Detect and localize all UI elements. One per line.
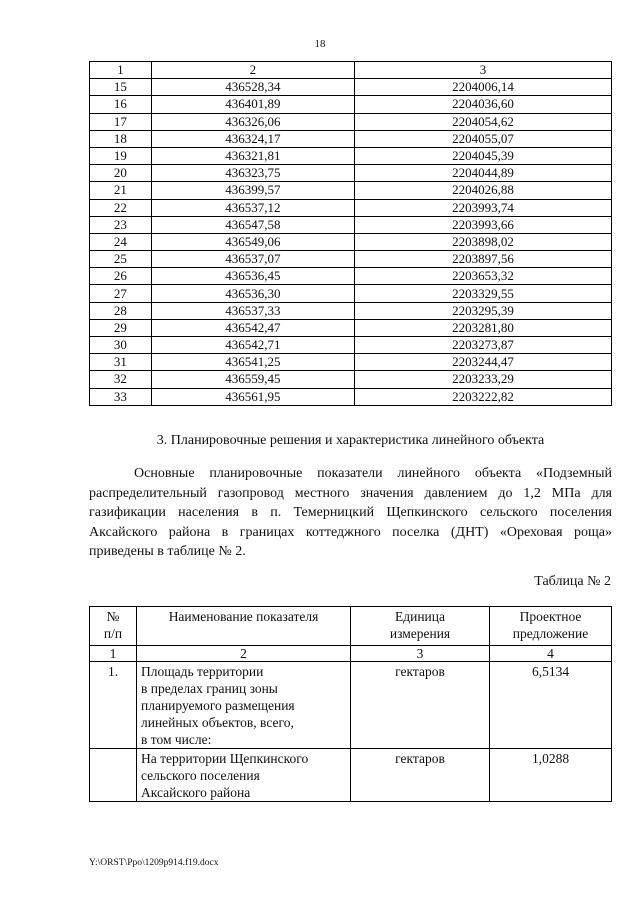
header-cell: 1	[90, 62, 152, 79]
header-cell: 3	[354, 62, 611, 79]
indicator-name-line: Аксайского района	[141, 785, 251, 800]
x-coordinate-cell: 436321,81	[151, 147, 354, 164]
table-header-row	[90, 607, 612, 646]
x-coordinate-cell: 436547,58	[151, 216, 354, 233]
y-coordinate-cell: 2204054,62	[354, 113, 611, 130]
table-row	[90, 182, 612, 199]
header-text: Единица	[394, 609, 445, 624]
header-cell-value	[490, 607, 612, 646]
y-coordinate-cell: 2203993,66	[354, 216, 611, 233]
indicator-name-line: сельского поселения	[141, 768, 260, 783]
indicator-name-line: На территории Щепкинского	[141, 751, 309, 766]
column-number-cell: 2	[137, 646, 351, 662]
point-number-cell: 25	[90, 251, 152, 268]
y-coordinate-cell: 2203295,39	[354, 302, 611, 319]
header-cell-unit	[351, 607, 490, 646]
y-coordinate-cell: 2203233,29	[354, 371, 611, 388]
y-coordinate-cell: 2204006,14	[354, 79, 611, 96]
table-row	[90, 662, 612, 749]
table-row	[90, 319, 612, 336]
indicator-name-line: линейных объектов, всего,	[141, 715, 294, 730]
header-text: Проектное	[519, 609, 582, 624]
header-text: п/п	[103, 626, 123, 641]
table-row	[90, 354, 612, 371]
header-text: Наименование показателя	[168, 609, 319, 624]
point-number-cell: 29	[90, 319, 152, 336]
table-row	[90, 251, 612, 268]
table-row	[90, 285, 612, 302]
unit-cell: гектаров	[351, 749, 490, 802]
row-number-cell: 1.	[90, 662, 137, 749]
y-coordinate-cell: 2204045,39	[354, 147, 611, 164]
value-cell: 6,5134	[490, 662, 612, 749]
table-row	[90, 165, 612, 182]
x-coordinate-cell: 436536,30	[151, 285, 354, 302]
point-number-cell: 22	[90, 199, 152, 216]
point-number-cell: 32	[90, 371, 152, 388]
y-coordinate-cell: 2203653,32	[354, 268, 611, 285]
header-text: предложение	[512, 626, 589, 641]
y-coordinate-cell: 2203898,02	[354, 233, 611, 250]
table-row	[90, 749, 612, 802]
table-caption: Таблица № 2	[534, 574, 611, 589]
table-row	[90, 388, 612, 405]
x-coordinate-cell: 436542,71	[151, 337, 354, 354]
indicator-name-cell	[137, 749, 351, 802]
point-number-cell: 30	[90, 337, 152, 354]
x-coordinate-cell: 436528,34	[151, 79, 354, 96]
point-number-cell: 17	[90, 113, 152, 130]
y-coordinate-cell: 2203244,47	[354, 354, 611, 371]
y-coordinate-cell: 2204044,89	[354, 165, 611, 182]
column-number-cell: 4	[490, 646, 612, 662]
table-row	[90, 233, 612, 250]
indicator-name-line: в пределах границ зоны	[141, 681, 278, 696]
point-number-cell: 16	[90, 96, 152, 113]
body-paragraph: Основные планировочные показатели линейного объекта «Подземный распределительный газопровод местного значения давлением до 1,2 МПа для газификации населения в п. Темерницкий Щепкинского сельского поселения Аксайского района в границах коттеджного поселка (ДНТ) «Ореховая роща» приведены в таблице № 2.	[89, 466, 612, 559]
indicators-table	[89, 606, 612, 802]
indicator-name-line: в том числе:	[141, 732, 212, 747]
table-row	[90, 79, 612, 96]
table-row	[90, 216, 612, 233]
x-coordinate-cell: 436537,33	[151, 302, 354, 319]
row-number-cell	[90, 749, 137, 802]
header-text: измерения	[389, 626, 451, 641]
indicator-name-line: Площадь территории	[141, 664, 264, 679]
point-number-cell: 33	[90, 388, 152, 405]
table-row	[90, 96, 612, 113]
y-coordinate-cell: 2204055,07	[354, 130, 611, 147]
x-coordinate-cell: 436326,06	[151, 113, 354, 130]
section-title: 3. Планировочные решения и характеристика линейного объекта	[156, 433, 545, 448]
point-number-cell: 21	[90, 182, 152, 199]
header-cell-name	[137, 607, 351, 646]
x-coordinate-cell: 436561,95	[151, 388, 354, 405]
table-row	[90, 302, 612, 319]
table-row	[90, 337, 612, 354]
indicator-name-cell	[137, 662, 351, 749]
header-cell-number	[90, 607, 137, 646]
x-coordinate-cell: 436537,07	[151, 251, 354, 268]
x-coordinate-cell: 436537,12	[151, 199, 354, 216]
x-coordinate-cell: 436542,47	[151, 319, 354, 336]
y-coordinate-cell: 2204036,60	[354, 96, 611, 113]
column-number-cell: 1	[90, 646, 137, 662]
y-coordinate-cell: 2203281,80	[354, 319, 611, 336]
coordinates-table	[89, 61, 612, 406]
x-coordinate-cell: 436323,75	[151, 165, 354, 182]
x-coordinate-cell: 436399,57	[151, 182, 354, 199]
x-coordinate-cell: 436536,45	[151, 268, 354, 285]
point-number-cell: 31	[90, 354, 152, 371]
y-coordinate-cell: 2203273,87	[354, 337, 611, 354]
page-number: 18	[314, 38, 326, 50]
column-number-row	[90, 646, 612, 662]
x-coordinate-cell: 436401,89	[151, 96, 354, 113]
column-number-cell: 3	[351, 646, 490, 662]
point-number-cell: 18	[90, 130, 152, 147]
y-coordinate-cell: 2203222,82	[354, 388, 611, 405]
unit-cell: гектаров	[351, 662, 490, 749]
x-coordinate-cell: 436541,25	[151, 354, 354, 371]
point-number-cell: 28	[90, 302, 152, 319]
table-row	[90, 268, 612, 285]
y-coordinate-cell: 2203329,55	[354, 285, 611, 302]
header-text: №	[106, 609, 120, 624]
table-row	[90, 371, 612, 388]
point-number-cell: 23	[90, 216, 152, 233]
header-cell: 2	[151, 62, 354, 79]
point-number-cell: 26	[90, 268, 152, 285]
x-coordinate-cell: 436549,06	[151, 233, 354, 250]
y-coordinate-cell: 2203897,56	[354, 251, 611, 268]
point-number-cell: 27	[90, 285, 152, 302]
table-row	[90, 130, 612, 147]
point-number-cell: 24	[90, 233, 152, 250]
point-number-cell: 15	[90, 79, 152, 96]
y-coordinate-cell: 2203993,74	[354, 199, 611, 216]
value-cell: 1,0288	[490, 749, 612, 802]
x-coordinate-cell: 436559,45	[151, 371, 354, 388]
x-coordinate-cell: 436324,17	[151, 130, 354, 147]
footer-file-path: Y:\ORST\Ppo\1209p914.f19.docx	[89, 858, 219, 868]
table-row	[90, 113, 612, 130]
table-row	[90, 199, 612, 216]
point-number-cell: 20	[90, 165, 152, 182]
table-row	[90, 147, 612, 164]
indicator-name-line: планируемого размещения	[141, 698, 295, 713]
table-header-row	[90, 62, 612, 79]
y-coordinate-cell: 2204026,88	[354, 182, 611, 199]
point-number-cell: 19	[90, 147, 152, 164]
